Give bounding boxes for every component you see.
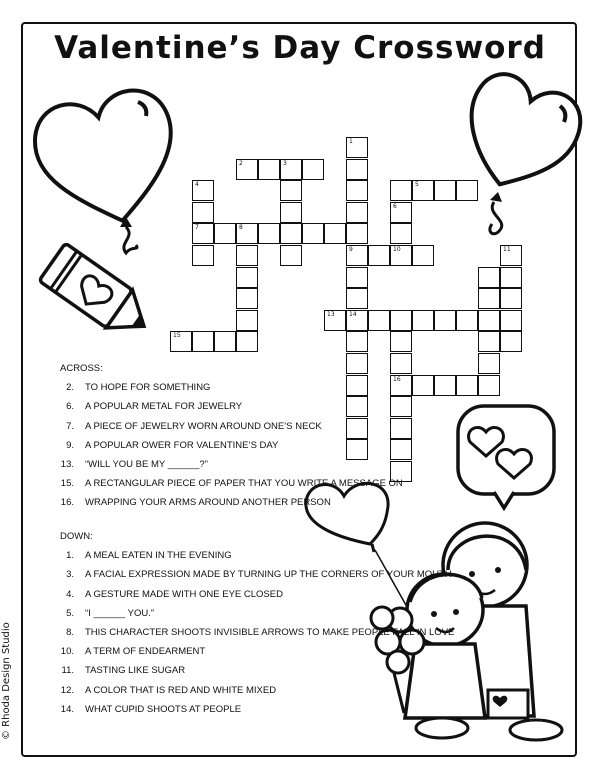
across-clue bbox=[60, 397, 403, 416]
crossword-cell[interactable] bbox=[412, 180, 434, 201]
cell-number: 11 bbox=[503, 246, 511, 253]
crossword-cell[interactable] bbox=[500, 310, 522, 331]
clue-number: 10. bbox=[60, 646, 74, 658]
down-clue bbox=[60, 661, 454, 680]
clue-number: 6. bbox=[66, 401, 74, 413]
crossword-cell[interactable] bbox=[280, 159, 302, 180]
clue-text: A MEAL EATEN IN THE EVENING bbox=[85, 550, 232, 562]
cell-number: 8 bbox=[239, 224, 243, 232]
crossword-cell[interactable] bbox=[346, 159, 368, 180]
crossword-cell[interactable] bbox=[346, 180, 368, 201]
clue-number: 15. bbox=[60, 478, 74, 490]
clue-text: “WILL YOU BE MY ______?” bbox=[85, 459, 208, 471]
across-clues bbox=[60, 359, 403, 513]
crossword-cell[interactable] bbox=[192, 331, 214, 352]
cell-number: 3 bbox=[283, 159, 287, 167]
crossword-cell[interactable] bbox=[236, 288, 258, 309]
clue-number: 13. bbox=[60, 459, 74, 471]
down-clue bbox=[60, 623, 454, 642]
crossword-cell[interactable] bbox=[456, 310, 478, 331]
down-clue bbox=[60, 681, 454, 700]
crossword-cell[interactable] bbox=[478, 353, 500, 374]
down-clue bbox=[60, 585, 454, 604]
crossword-cell[interactable] bbox=[236, 331, 258, 352]
crossword-cell[interactable] bbox=[390, 223, 412, 244]
crossword-cell[interactable] bbox=[346, 267, 368, 288]
clue-text: A POPULAR METAL FOR JEWELRY bbox=[85, 401, 243, 413]
crossword-cell[interactable] bbox=[302, 159, 324, 180]
crossword-cell[interactable] bbox=[214, 331, 236, 352]
crossword-cell[interactable] bbox=[192, 202, 214, 223]
heart-speech-bubble-icon bbox=[450, 402, 570, 512]
pencil-icon bbox=[28, 238, 158, 358]
clue-text: TASTING LIKE SUGAR bbox=[85, 665, 186, 677]
heart-balloon-icon bbox=[462, 68, 592, 248]
crossword-cell[interactable] bbox=[478, 331, 500, 352]
crossword-cell[interactable] bbox=[280, 202, 302, 223]
cell-number: 1 bbox=[349, 138, 353, 145]
across-clue bbox=[60, 493, 403, 512]
cell-number: 13 bbox=[327, 310, 335, 318]
clue-text: WRAPPING YOUR ARMS AROUND ANOTHER PERSON bbox=[85, 497, 331, 509]
cell-number: 10 bbox=[393, 246, 401, 253]
crossword-cell[interactable] bbox=[192, 245, 214, 266]
crossword-cell[interactable] bbox=[214, 223, 236, 244]
down-heading: DOWN: bbox=[60, 531, 93, 542]
down-clue bbox=[60, 565, 454, 584]
crossword-cell[interactable] bbox=[324, 310, 346, 331]
clue-text: A COLOR THAT IS RED AND WHITE MIXED bbox=[85, 684, 277, 696]
crossword-cell[interactable] bbox=[346, 245, 368, 266]
cell-number: 7 bbox=[195, 224, 199, 232]
cell-number: 4 bbox=[195, 181, 199, 189]
crossword-cell[interactable] bbox=[500, 331, 522, 352]
clue-number: 4. bbox=[66, 588, 74, 600]
clue-text: TO HOPE FOR SOMETHING bbox=[85, 382, 211, 394]
crossword-cell[interactable] bbox=[456, 375, 478, 396]
clue-text: A TERM OF ENDEARMENT bbox=[85, 646, 206, 658]
clue-text: A FACIAL EXPRESSION MADE BY TURNING UP THE CORNERS OF YOUR MOUTH bbox=[85, 569, 452, 581]
across-heading: ACROSS: bbox=[60, 363, 103, 374]
crossword-cell[interactable] bbox=[434, 180, 456, 201]
cell-number: 14 bbox=[349, 310, 357, 318]
clue-number: 14. bbox=[60, 703, 74, 715]
crossword-cell[interactable] bbox=[478, 267, 500, 288]
clue-number: 2. bbox=[66, 382, 74, 394]
clue-text: THIS CHARACTER SHOOTS INVISIBLE ARROWS TO MAKE PEOPLE FALL IN LOVE bbox=[85, 627, 455, 639]
across-clue bbox=[60, 417, 403, 436]
crossword-cell[interactable] bbox=[390, 180, 412, 201]
cell-number: 6 bbox=[393, 202, 397, 210]
crossword-cell[interactable] bbox=[346, 310, 368, 331]
crossword-cell[interactable] bbox=[236, 245, 258, 266]
crossword-cell[interactable] bbox=[346, 288, 368, 309]
crossword-cell[interactable] bbox=[368, 310, 390, 331]
clue-number: 7. bbox=[66, 420, 74, 432]
across-clue bbox=[60, 436, 403, 455]
clue-text: A GESTURE MADE WITH ONE EYE CLOSED bbox=[85, 588, 283, 600]
clue-number: 8. bbox=[66, 627, 74, 639]
page-title: Valentine’s Day Crossword bbox=[54, 30, 546, 66]
clue-text: A PIECE OF JEWELRY WORN AROUND ONE’S NECK bbox=[85, 420, 322, 432]
crossword-cell[interactable] bbox=[434, 310, 456, 331]
crossword-cell[interactable] bbox=[412, 310, 434, 331]
clue-text: A RECTANGULAR PIECE OF PAPER THAT YOU WRITE A MESSAGE ON bbox=[85, 478, 403, 490]
crossword-cell[interactable] bbox=[478, 310, 500, 331]
crossword-cell[interactable] bbox=[346, 331, 368, 352]
down-clue bbox=[60, 700, 454, 719]
crossword-cell[interactable] bbox=[258, 223, 280, 244]
clue-number: 5. bbox=[66, 607, 74, 619]
crossword-cell[interactable] bbox=[412, 375, 434, 396]
crossword-cell[interactable] bbox=[346, 137, 368, 158]
crossword-cell[interactable] bbox=[258, 159, 280, 180]
copyright-notice: © Rhoda Design Studio bbox=[1, 622, 12, 740]
crossword-cell[interactable] bbox=[368, 245, 390, 266]
crossword-cell[interactable] bbox=[236, 223, 258, 244]
crossword-cell[interactable] bbox=[478, 288, 500, 309]
clue-number: 1. bbox=[66, 550, 74, 562]
crossword-cell[interactable] bbox=[500, 288, 522, 309]
crossword-cell[interactable] bbox=[170, 331, 192, 352]
clue-number: 3. bbox=[66, 569, 74, 581]
crossword-cell[interactable] bbox=[236, 310, 258, 331]
across-clue bbox=[60, 455, 403, 474]
clue-number: 11. bbox=[61, 665, 74, 677]
crossword-cell[interactable] bbox=[280, 245, 302, 266]
cell-number: 16 bbox=[393, 375, 401, 383]
cell-number: 2 bbox=[239, 159, 243, 167]
crossword-cell[interactable] bbox=[302, 223, 324, 244]
clue-number: 9. bbox=[66, 439, 74, 451]
crossword-cell[interactable] bbox=[346, 223, 368, 244]
crossword-cell[interactable] bbox=[280, 180, 302, 201]
crossword-cell[interactable] bbox=[390, 331, 412, 352]
crossword-cell[interactable] bbox=[412, 245, 434, 266]
crossword-cell[interactable] bbox=[390, 202, 412, 223]
crossword-cell[interactable] bbox=[390, 310, 412, 331]
across-clue bbox=[60, 375, 403, 397]
clue-number: 16. bbox=[60, 497, 74, 509]
heart-balloon-icon bbox=[30, 82, 190, 252]
crossword-cell[interactable] bbox=[324, 223, 346, 244]
crossword-cell[interactable] bbox=[500, 245, 522, 266]
clue-number: 12. bbox=[60, 684, 74, 696]
crossword-cell[interactable] bbox=[236, 159, 258, 180]
down-clue bbox=[60, 642, 454, 661]
crossword-cell[interactable] bbox=[236, 267, 258, 288]
down-clues bbox=[60, 527, 454, 719]
crossword-cell[interactable] bbox=[192, 180, 214, 201]
crossword-cell[interactable] bbox=[346, 202, 368, 223]
clue-text: WHAT CUPID SHOOTS AT PEOPLE bbox=[85, 703, 242, 715]
crossword-cell[interactable] bbox=[478, 375, 500, 396]
crossword-cell[interactable] bbox=[192, 223, 214, 244]
down-clue bbox=[60, 546, 454, 565]
crossword-cell[interactable] bbox=[434, 375, 456, 396]
crossword-cell[interactable] bbox=[280, 223, 302, 244]
cell-number: 9 bbox=[349, 246, 353, 253]
clue-text: A POPULAR OWER FOR VALENTINE’S DAY bbox=[85, 439, 279, 451]
clue-text: “I ______ YOU.” bbox=[85, 607, 155, 619]
cell-number: 15 bbox=[173, 332, 181, 340]
crossword-cell[interactable] bbox=[456, 180, 478, 201]
across-clue bbox=[60, 474, 403, 493]
down-clue bbox=[60, 604, 454, 623]
crossword-cell[interactable] bbox=[390, 245, 412, 266]
cell-number: 5 bbox=[415, 181, 419, 189]
crossword-cell[interactable] bbox=[500, 267, 522, 288]
